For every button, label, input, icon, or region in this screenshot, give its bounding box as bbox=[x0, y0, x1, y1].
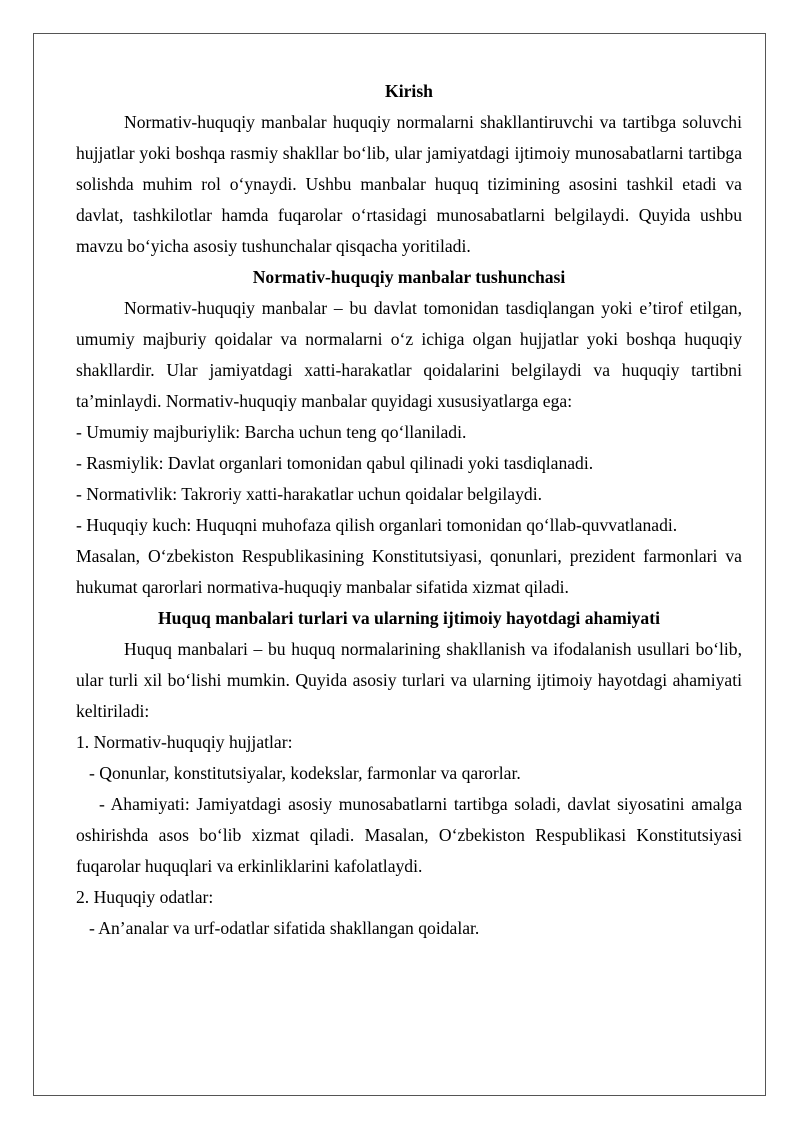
importance-paragraph: - Ahamiyati: Jamiyatdagi asosiy munosabatlarni tartibga soladi, davlat siyosatini amalga oshirishda asos bo‘lib xizmat qiladi. Masalan, O‘zbekiston Respublikasi Konstitutsiyasi fuqarolar huquqlari va erkinliklarini kafolatlaydi. bbox=[76, 794, 742, 876]
list-item-heading: 2. Huquqiy odatlar: bbox=[76, 887, 214, 907]
intro-paragraph: Normativ-huquqiy manbalar huquqiy normalarni shakllantiruvchi va tartibga soluvchi hujjatlar yoki boshqa rasmiy shakllar bo‘lib, ular jamiyatdagi ijtimoiy munosabatlarni tartibga solishda muhim rol o‘ynaydi. Ushbu manbalar huquq tizimining asosini tashkil etadi va davlat, tashkilotlar hamda fuqarolar o‘rtasidagi munosabatlarni belgilaydi. Quyida ushbu mavzu bo‘yicha asosiy tushunchalar qisqacha yoritiladi. bbox=[76, 112, 742, 256]
list-item-heading: 1. Normativ-huquqiy hujjatlar: bbox=[76, 732, 293, 752]
section2-paragraph: Huquq manbalari – bu huquq normalarining shakllanish va ifodalanish usullari bo‘lib, ular turli xil bo‘lishi mumkin. Quyida asosiy turlari va ularning ijtimoiy hayotdagi ahamiyati keltiriladi: bbox=[76, 639, 742, 721]
section1-heading: Normativ-huquqiy manbalar tushunchasi bbox=[252, 267, 566, 287]
feature-item: - Rasmiylik: Davlat organlari tomonidan qabul qilinadi yoki tasdiqlanadi. bbox=[76, 453, 594, 473]
list-subitem: - An’analar va urf-odatlar sifatida shakllangan qoidalar. bbox=[89, 918, 480, 938]
feature-item: - Umumiy majburiylik: Barcha uchun teng qo‘llaniladi. bbox=[76, 422, 467, 442]
document-body bbox=[76, 76, 742, 944]
feature-item: - Normativlik: Takroriy xatti-harakatlar uchun qoidalar belgilaydi. bbox=[76, 484, 542, 504]
list-subitem: - Qonunlar, konstitutsiyalar, kodekslar, farmonlar va qarorlar. bbox=[89, 763, 521, 783]
section2-heading: Huquq manbalari turlari va ularning ijtimoiy hayotdagi ahamiyati bbox=[158, 608, 660, 628]
feature-item: - Huquqiy kuch: Huquqni muhofaza qilish organlari tomonidan qo‘llab-quvvatlanadi. bbox=[76, 515, 678, 535]
intro-heading: Kirish bbox=[385, 81, 433, 101]
section1-example: Masalan, O‘zbekiston Respublikasining Konstitutsiyasi, qonunlari, prezident farmonlari va hukumat qarorlari normativa-huquqiy manbalar sifatida xizmat qiladi. bbox=[76, 546, 742, 597]
section1-paragraph: Normativ-huquqiy manbalar – bu davlat tomonidan tasdiqlangan yoki e’tirof etilgan, umumiy majburiy qoidalar va normalarni o‘z ichiga olgan hujjatlar yoki boshqa huquqiy shakllardir. Ular jamiyatdagi xatti-harakatlar qoidalarini belgilaydi va huquqiy tartibni ta’minlaydi. Normativ-huquqiy manbalar quyidagi xususiyatlarga ega: bbox=[76, 298, 742, 411]
